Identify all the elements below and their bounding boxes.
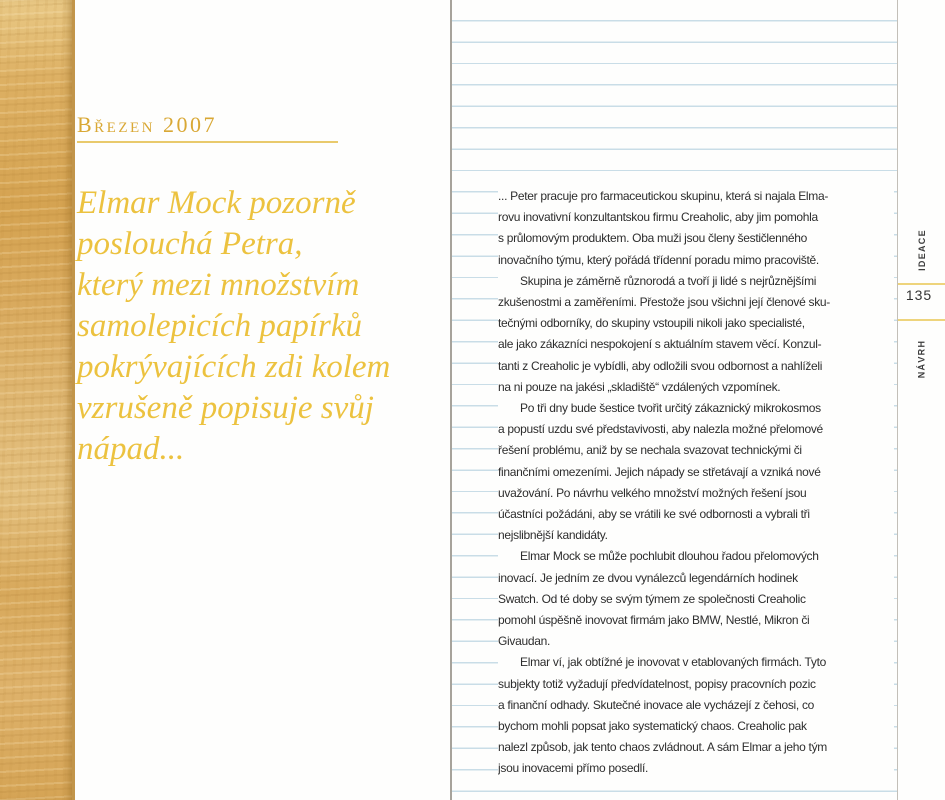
margin-tab-ideace	[898, 220, 945, 280]
body-line: pomohl úspěšně inovovat firmám jako BMW, Nestlé, Mikron či	[498, 613, 810, 628]
page-number-rule-bottom	[898, 319, 945, 321]
margin-tab-ideace-label: IDEACE	[916, 229, 927, 271]
page-number-rule-top	[898, 283, 945, 285]
body-line: a finanční odhady. Skutečné inovace ale vycházejí z čehosi, co	[498, 697, 815, 712]
body-line: rovu inovativní konzultantskou firmu Creaholic, aby jim pomohla	[498, 210, 818, 225]
body-line: jsou inovacemi přímo posedlí.	[498, 761, 649, 776]
body-line: tanti z Creaholic je vybídli, aby odložili svou odbornost a nahlíželi	[498, 358, 823, 373]
body-text	[498, 180, 894, 786]
body-line: Elmar Mock se může pochlubit dlouhou řadou přelomových	[520, 549, 819, 564]
body-line: inovačního týmu, který pořádá třídenní poradu mimo pracoviště.	[498, 252, 819, 267]
date-header-underline	[77, 141, 338, 143]
body-line: bychom mohli popsat jako systematický chaos. Creaholic pak	[498, 719, 807, 734]
body-line: na ni pouze na jakési „skladiště“ vzdálených vzpomínek.	[498, 379, 781, 394]
body-line: řešení problému, aniž by se nechala svazovat technickými či	[498, 443, 802, 458]
body-line: účastníci požádáni, aby se vrátili ke své odbornosti a vybrali tři	[498, 507, 810, 522]
body-line: Swatch. Od té doby se svým týmem ze společnosti Creaholic	[498, 591, 806, 606]
body-line: s průlomovým produktem. Oba muži jsou členy šestičlenného	[498, 231, 808, 246]
quote-line: vzrušeně popisuje svůj	[77, 390, 374, 426]
outer-margin	[898, 0, 945, 800]
quote-line: Elmar Mock pozorně	[77, 185, 356, 221]
body-line: nalezl způsob, jak tento chaos zvládnout. A sám Elmar a jeho tým	[498, 740, 827, 755]
body-line: subjekty totiž vyžadují předvídatelnost, popisy pracovních pozic	[498, 676, 816, 691]
wood-texture-strip	[0, 0, 75, 800]
quote-line: poslouchá Petra,	[77, 226, 303, 262]
date-header: Březen 2007	[77, 112, 217, 137]
margin-tab-navrh-label: NÁVRH	[916, 339, 927, 379]
body-line: Po tři dny bude šestice tvořit určitý zákaznický mikrokosmos	[520, 401, 821, 416]
body-line: Skupina je záměrně různorodá a tvoří ji lidé s nejrůznějšími	[520, 273, 817, 288]
body-line: tečnými odborníky, do skupiny vstoupili nikoli jako specialisté,	[498, 316, 805, 331]
margin-tab-navrh	[898, 330, 945, 388]
right-page-ruled	[450, 0, 898, 800]
body-line: finančními omezeními. Jejich nápady se střetávají a vzniká nové	[498, 464, 821, 479]
body-line: inovací. Je jedním ze dvou vynálezců legendárních hodinek	[498, 570, 798, 585]
quote-line: který mezi množstvím	[77, 267, 360, 303]
quote-line: pokrývajících zdi kolem	[77, 349, 391, 385]
body-line: Elmar ví, jak obtížné je inovovat v etablovaných firmách. Tyto	[520, 655, 826, 670]
pull-quote	[77, 183, 449, 470]
body-line: uvažování. Po návrhu velkého množství možných řešení jsou	[498, 485, 807, 500]
left-page	[75, 0, 450, 800]
body-line: a popustí uzdu své představivosti, aby nalezla možné přelomové	[498, 422, 823, 437]
body-line: zkušenostmi a zaměřeními. Přestože jsou všichni její členové sku-	[498, 295, 830, 310]
body-line: ale jako zákazníci nespokojení s aktuálním stavem věcí. Konzul-	[498, 337, 822, 352]
body-line: nejslibnější kandidáty.	[498, 528, 608, 543]
quote-line: samolepicích papírků	[77, 308, 363, 344]
quote-line: nápad...	[77, 431, 185, 467]
page-number: 135	[905, 287, 933, 303]
body-line: Givaudan.	[498, 634, 551, 649]
body-line: ... Peter pracuje pro farmaceutickou skupinu, která si najala Elma-	[498, 189, 829, 203]
